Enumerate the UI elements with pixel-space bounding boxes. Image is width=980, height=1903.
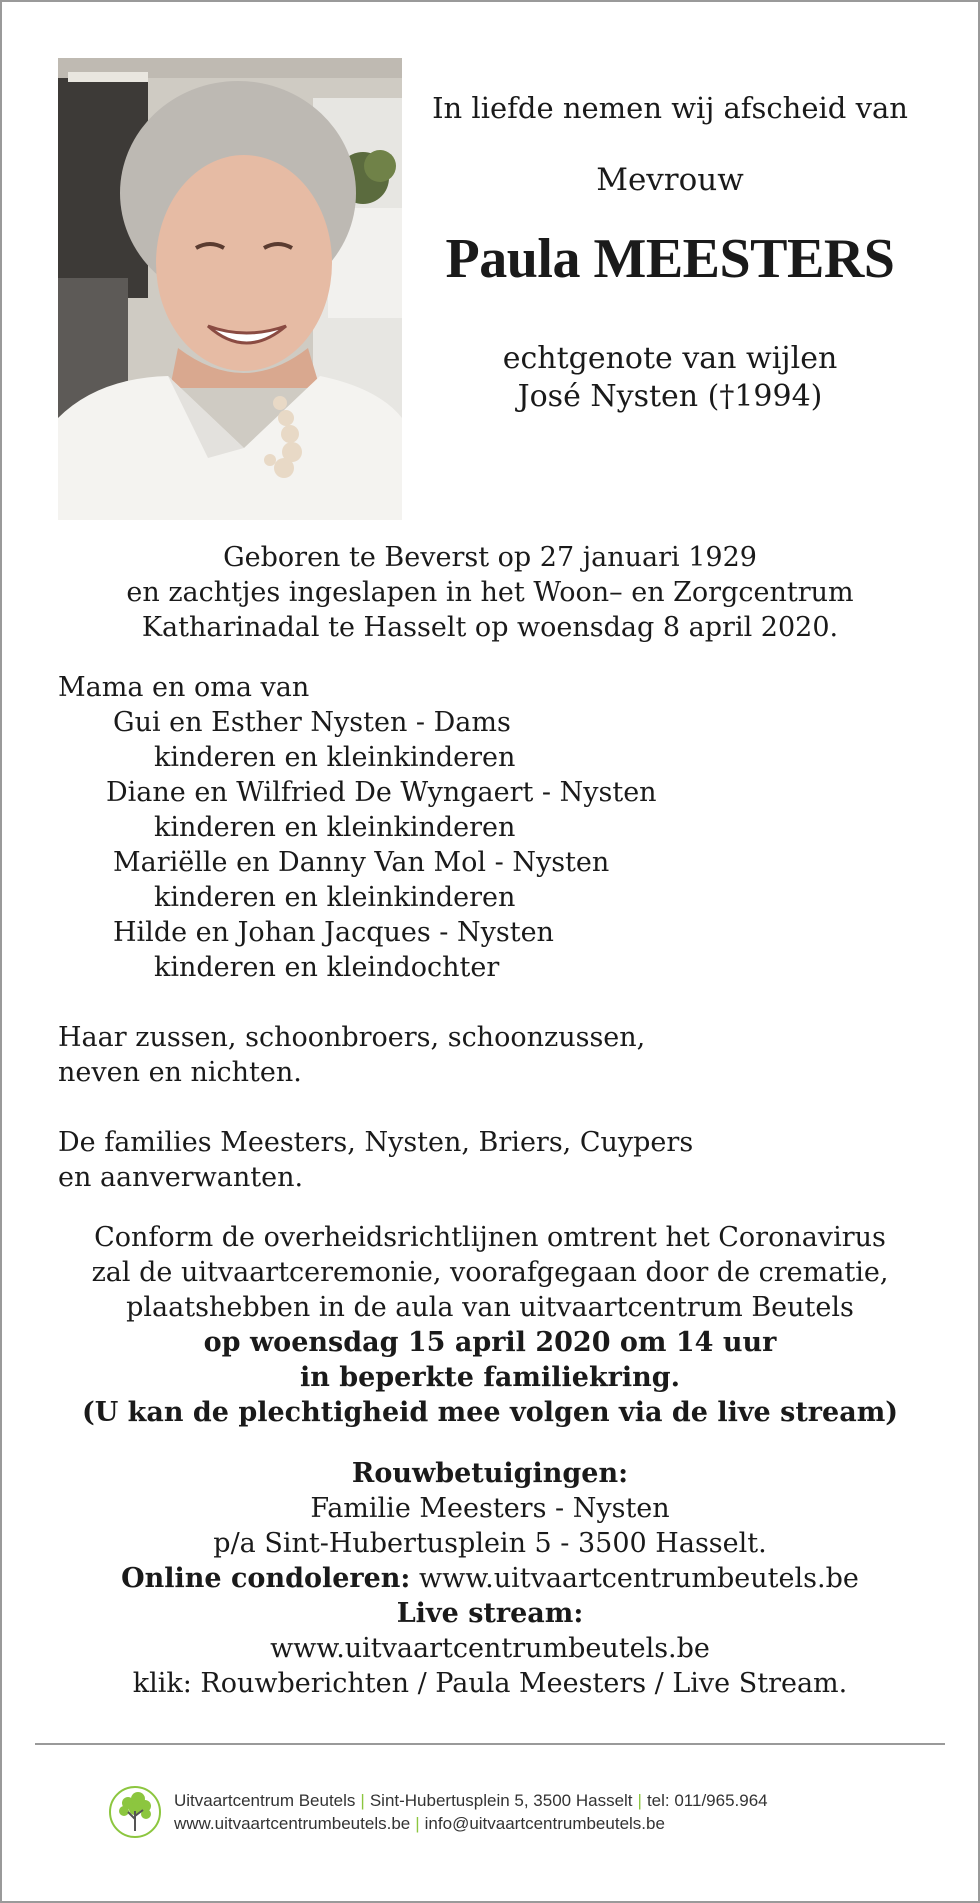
- funeral-line-2: zal de uitvaartceremonie, voorafgegaan door de crematie,: [91, 1257, 889, 1288]
- postal-address: p/a Sint-Hubertusplein 5 - 3500 Hasselt.: [213, 1528, 767, 1559]
- spouse-line-2: José Nysten (†1994): [517, 379, 823, 414]
- spouse-info: [420, 340, 920, 416]
- child-descendants: kinderen en kleindochter: [154, 952, 500, 983]
- child-descendants: kinderen en kleinkinderen: [154, 882, 516, 913]
- death-line-2: Katharinadal te Hasselt op woensdag 8 april 2020.: [141, 612, 839, 643]
- siblings-line-2: neven en nichten.: [58, 1057, 302, 1088]
- footer-separator: |: [360, 1791, 365, 1810]
- condolences-heading: Rouwbetuigingen:: [351, 1458, 629, 1489]
- stream-note: (U kan de plechtigheid mee volgen via de live stream): [81, 1397, 899, 1428]
- portrait-photo: [58, 58, 402, 520]
- footer: [108, 1785, 928, 1845]
- families-line-2: en aanverwanten.: [58, 1162, 304, 1193]
- deceased-name: Paula MEESTERS: [445, 228, 895, 290]
- child-names: Diane en Wilfried De Wyngaert - Nysten: [106, 777, 657, 808]
- footer-website[interactable]: www.uitvaartcentrumbeutels.be: [174, 1814, 411, 1833]
- family-list: [58, 670, 922, 1195]
- funeral-line-1: Conform de overheidsrichtlijnen omtrent het Coronavirus: [94, 1222, 886, 1253]
- footer-email[interactable]: info@uitvaartcentrumbeutels.be: [424, 1814, 665, 1833]
- intro-text: In liefde nemen wij afscheid van: [432, 91, 908, 125]
- footer-separator: |: [415, 1814, 420, 1833]
- funeral-date: op woensdag 15 april 2020 om 14 uur: [203, 1327, 777, 1358]
- siblings-line-1: Haar zussen, schoonbroers, schoonzussen,: [58, 1022, 646, 1053]
- child-descendants: kinderen en kleinkinderen: [154, 742, 516, 773]
- live-url[interactable]: www.uitvaartcentrumbeutels.be: [270, 1633, 710, 1664]
- tree-logo-icon: [108, 1785, 162, 1839]
- spouse-line-1: echtgenote van wijlen: [502, 341, 838, 376]
- footer-separator: |: [637, 1791, 642, 1810]
- footer-divider: [35, 1743, 945, 1745]
- footer-company: Uitvaartcentrum Beutels: [174, 1791, 356, 1810]
- announcement-header: [420, 88, 920, 416]
- online-url[interactable]: www.uitvaartcentrumbeutels.be: [419, 1563, 859, 1594]
- families-line-1: De families Meesters, Nysten, Briers, Cuypers: [58, 1127, 694, 1158]
- family-name: Familie Meesters - Nysten: [310, 1493, 670, 1524]
- footer-address: Sint-Hubertusplein 5, 3500 Hasselt: [369, 1791, 633, 1810]
- child-names: Hilde en Johan Jacques - Nysten: [113, 917, 554, 948]
- child-names: Gui en Esther Nysten - Dams: [113, 707, 511, 738]
- family-heading: Mama en oma van: [58, 672, 310, 703]
- contact-info: [58, 1456, 922, 1701]
- live-heading: Live stream:: [396, 1598, 584, 1629]
- live-path: klik: Rouwberichten / Paula Meesters / Live Stream.: [132, 1668, 848, 1699]
- online-label: Online condoleren:: [121, 1563, 411, 1594]
- birth-death-info: [58, 540, 922, 645]
- footer-phone: tel: 011/965.964: [646, 1791, 768, 1810]
- child-names: Mariëlle en Danny Van Mol - Nysten: [113, 847, 610, 878]
- funeral-circle: in beperkte familiekring.: [299, 1362, 681, 1393]
- funeral-line-3: plaatshebben in de aula van uitvaartcentrum Beutels: [126, 1292, 854, 1323]
- honorific: Mevrouw: [596, 162, 744, 198]
- birth-line: Geboren te Beverst op 27 januari 1929: [223, 542, 757, 573]
- funeral-info: [58, 1220, 922, 1430]
- child-descendants: kinderen en kleinkinderen: [154, 812, 516, 843]
- death-line-1: en zachtjes ingeslapen in het Woon– en Zorgcentrum: [126, 577, 854, 608]
